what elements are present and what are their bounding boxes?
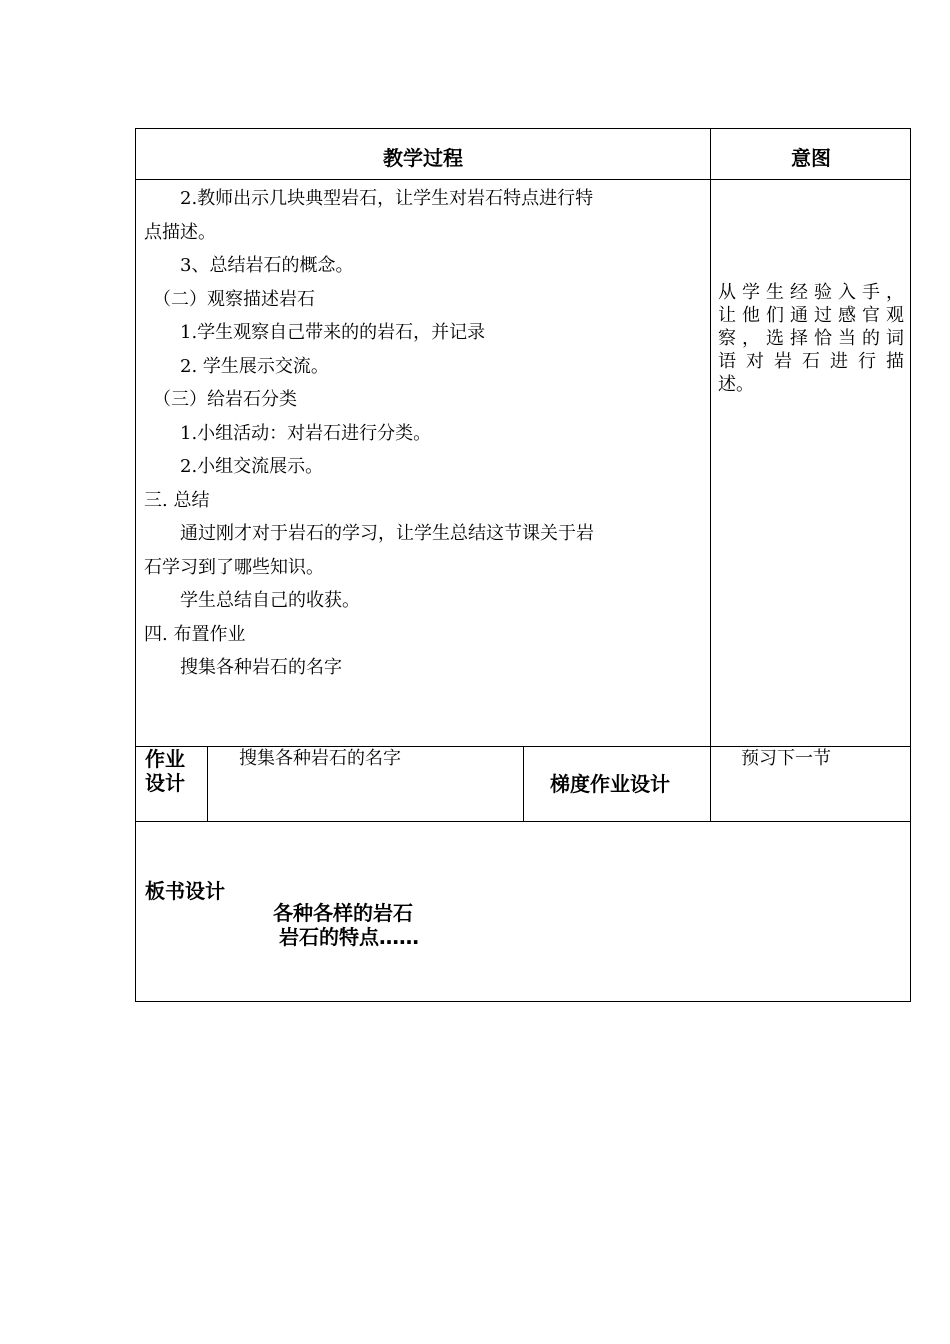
process-line: 1.学生观察自己带来的的岩石，并记录 bbox=[144, 322, 486, 343]
process-line: 2.小组交流展示。 bbox=[144, 456, 324, 477]
process-line: 学生总结自己的收获。 bbox=[144, 590, 360, 611]
intent-column-divider bbox=[710, 129, 711, 822]
process-line: 3、总结岩石的概念。 bbox=[144, 255, 354, 276]
intent-line: 察，选择恰当的词 bbox=[718, 328, 904, 349]
board-line-1: 各种各样的岩石 bbox=[273, 901, 413, 925]
process-line: 石学习到了哪些知识。 bbox=[144, 556, 324, 578]
board-line-2: 岩石的特点…… bbox=[279, 925, 419, 949]
process-line: 搜集各种岩石的名字 bbox=[144, 657, 342, 678]
process-line: 1.小组活动：对岩石进行分类。 bbox=[144, 422, 432, 444]
process-line: （三）给岩石分类 bbox=[144, 389, 297, 410]
intent-content bbox=[718, 281, 904, 396]
header-intent: 意图 bbox=[791, 146, 831, 170]
intent-line: 语对岩石进行描 bbox=[718, 351, 904, 372]
process-line: 通过刚才对于岩石的学习，让学生总结这节课关于岩 bbox=[144, 523, 594, 544]
intent-line: 述。 bbox=[718, 374, 754, 395]
homework-label-line: 作业 bbox=[145, 747, 185, 771]
homework-label-divider bbox=[207, 746, 208, 822]
process-line: （二）观察描述岩石 bbox=[144, 288, 315, 310]
tiered-homework-content: 预习下一节 bbox=[741, 748, 831, 769]
header-process: 教学过程 bbox=[383, 146, 463, 170]
process-line: 点描述。 bbox=[144, 221, 216, 243]
tiered-label-divider bbox=[523, 746, 524, 822]
homework-label-line: 设计 bbox=[145, 771, 185, 795]
process-line: 三. 总结 bbox=[144, 489, 210, 511]
process-line: 四. 布置作业 bbox=[144, 623, 246, 645]
intent-line: 从学生经验入手， bbox=[718, 282, 904, 303]
lesson-plan-table bbox=[135, 128, 911, 1002]
header-divider bbox=[136, 179, 910, 180]
board-design-label: 板书设计 bbox=[145, 879, 225, 903]
tiered-homework-label: 梯度作业设计 bbox=[550, 772, 670, 796]
intent-line: 让他们通过感官观 bbox=[718, 305, 904, 326]
process-line: 2.教师出示几块典型岩石，让学生对岩石特点进行特 bbox=[144, 188, 594, 209]
process-content bbox=[144, 182, 702, 685]
process-line: 2. 学生展示交流。 bbox=[144, 355, 329, 377]
homework-label bbox=[145, 747, 185, 795]
homework-content: 搜集各种岩石的名字 bbox=[239, 748, 401, 769]
